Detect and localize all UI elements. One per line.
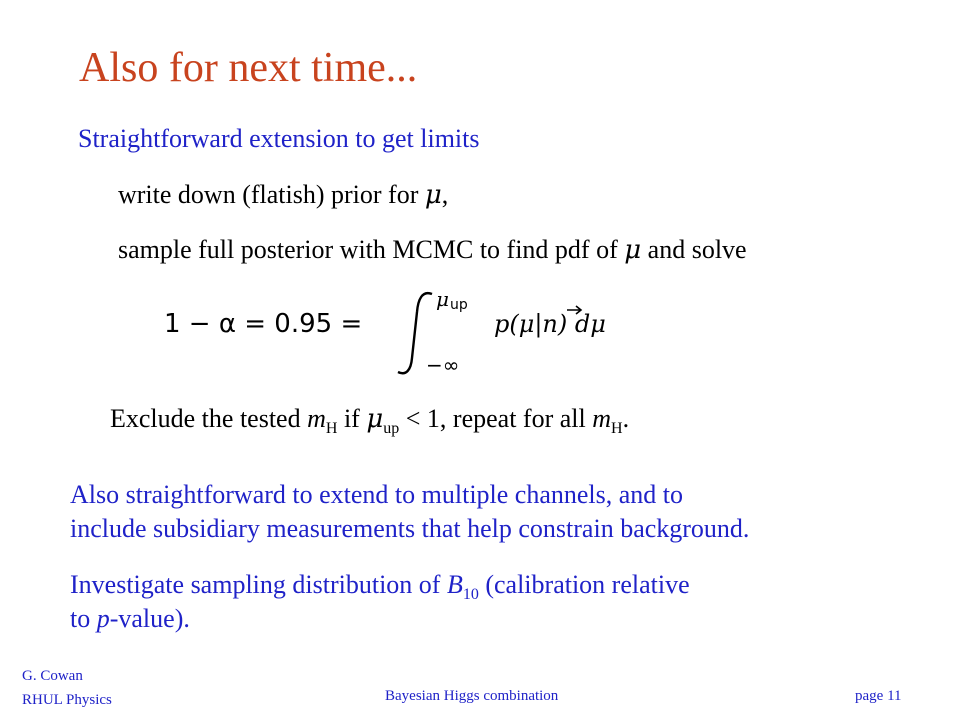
- paragraph-bayes-factor-line1: [70, 570, 690, 603]
- paragraph-channels-line1: Also straightforward to extend to multiple channels, and to: [70, 480, 684, 509]
- upper-limit-sub: up: [450, 297, 468, 313]
- mu-symbol: μ: [624, 235, 642, 265]
- footer-author: G. Cowan: [22, 668, 83, 684]
- bayes-factor-symbol: B: [446, 570, 463, 599]
- mu-symbol: μ: [424, 180, 442, 210]
- integral-formula: [160, 290, 660, 380]
- mass-subscript: H: [325, 420, 338, 437]
- bayes-text-2: (calibration relative: [478, 570, 690, 599]
- paragraph-channels-line2: include subsidiary measurements that help constrain background.: [70, 514, 750, 543]
- bullet-posterior-end: and solve: [641, 235, 747, 264]
- exclude-text-1: Exclude the tested: [110, 404, 308, 433]
- bullet-prior: [118, 180, 448, 210]
- footer-affiliation: RHUL Physics: [22, 692, 112, 708]
- section-heading: Straightforward extension to get limits: [78, 124, 480, 153]
- mass-symbol: m: [307, 404, 326, 433]
- lower-limit: −∞: [426, 353, 460, 377]
- upper-limit-mu: μ: [436, 290, 449, 311]
- mass-subscript: H: [611, 420, 623, 437]
- pvalue-text-1: to: [70, 604, 97, 633]
- bullet-prior-text: write down (flatish) prior for: [118, 180, 425, 209]
- exclude-text-3: < 1, repeat for all: [399, 404, 593, 433]
- pvalue-symbol: p: [96, 604, 110, 633]
- bullet-posterior: [118, 235, 747, 265]
- footer-title: Bayesian Higgs combination: [385, 688, 559, 704]
- mass-symbol: m: [592, 404, 611, 433]
- bayes-text-1: Investigate sampling distribution of: [70, 570, 447, 599]
- bullet-prior-comma: ,: [441, 180, 449, 209]
- mu-subscript: up: [383, 420, 400, 437]
- integrand: p(μ|n) dμ: [494, 310, 606, 338]
- exclude-text-4: .: [622, 404, 630, 433]
- formula-lhs: 1 − α = 0.95 =: [164, 309, 363, 339]
- exclude-text-2: if: [337, 404, 367, 433]
- bayes-factor-subscript: 10: [462, 586, 479, 603]
- footer-page-number: page 11: [855, 688, 902, 704]
- paragraph-bayes-factor-line2: [70, 604, 190, 634]
- exclude-statement: [110, 404, 630, 437]
- bullet-posterior-text: sample full posterior with MCMC to find pdf of: [118, 235, 625, 264]
- pvalue-text-2: -value).: [109, 604, 190, 633]
- mu-symbol: μ: [366, 404, 384, 434]
- slide-title: Also for next time...: [79, 45, 418, 91]
